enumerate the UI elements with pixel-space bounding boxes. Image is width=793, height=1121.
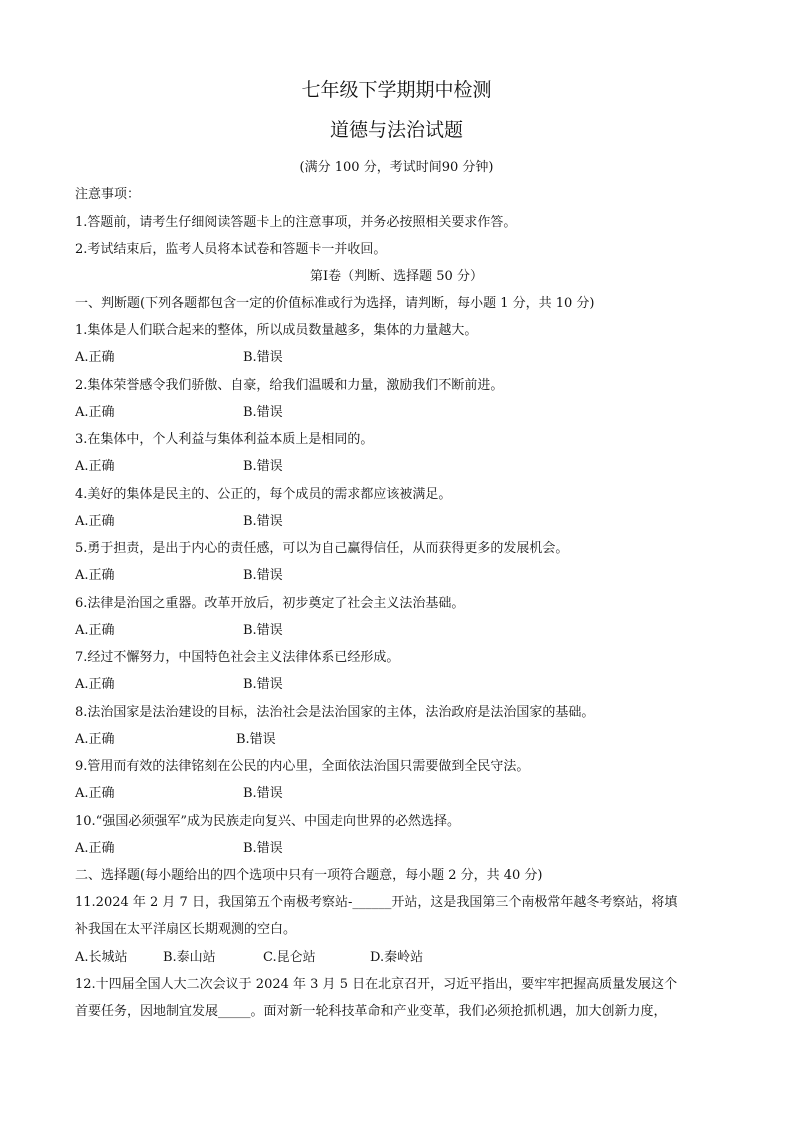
question-12-line-1: 12.十四届全国人大二次会议于 2024 年 3 月 5 日在北京召开，习近平指出，要牢牢把握高质量发展这个 <box>75 977 678 992</box>
question-9-text: 9.管用而有效的法律铭刻在公民的内心里，全面依法治国只需要做到全民守法。 <box>75 759 530 774</box>
question-12-line-2: 首要任务，因地制宜发展_____。面对新一轮科技革命和产业变革，我们必须抢抓机遇，加大创新力度， <box>75 1004 667 1019</box>
question-3-option-a: A.正确 <box>75 459 115 474</box>
score-info: (满分 100 分，考试时间90 分钟) <box>299 160 494 175</box>
question-2-option-a: A.正确 <box>75 405 115 420</box>
question-8-text: 8.法治国家是法治建设的目标，法治社会是法治国家的主体，法治政府是法治国家的基础。 <box>75 705 595 720</box>
question-11-option-b: B.泰山站 <box>163 950 216 965</box>
question-7-option-b: B.错误 <box>243 677 283 692</box>
section-2-heading: 二、选择题(每小题给出的四个选项中只有一项符合题意，每小题 2 分，共 40 分) <box>75 868 543 883</box>
question-5-option-b: B.错误 <box>243 568 283 583</box>
question-2-text: 2.集体荣誉感令我们骄傲、自豪，给我们温暖和力量，激励我们不断前进。 <box>75 378 504 393</box>
question-11-option-c: C.昆仑站 <box>263 950 316 965</box>
question-1-option-b: B.错误 <box>243 350 283 365</box>
question-6-option-a: A.正确 <box>75 623 115 638</box>
question-1-text: 1.集体是人们联合起来的整体，所以成员数量越多，集体的力量越大。 <box>75 323 478 338</box>
question-6-text: 6.法律是治国之重器。改革开放后，初步奠定了社会主义法治基础。 <box>75 596 465 611</box>
question-5-text: 5.勇于担责，是出于内心的责任感，可以为自己赢得信任，从而获得更多的发展机会。 <box>75 541 569 556</box>
question-1-option-a: A.正确 <box>75 350 115 365</box>
question-4-text: 4.美好的集体是民主的、公正的，每个成员的需求都应该被满足。 <box>75 487 452 502</box>
question-6-option-b: B.错误 <box>243 623 283 638</box>
question-8-option-a: A.正确 <box>75 732 115 747</box>
section-1-heading: 一、判断题(下列各题都包含一定的价值标准或行为选择，请判断，每小题 1 分，共 10 分) <box>75 296 595 311</box>
question-10-option-b: B.错误 <box>243 841 283 856</box>
question-9-option-b: B.错误 <box>243 786 283 801</box>
question-7-option-a: A.正确 <box>75 677 115 692</box>
question-11-line-2: 补我国在太平洋扇区长期观测的空白。 <box>75 922 297 937</box>
question-4-option-a: A.正确 <box>75 514 115 529</box>
question-10-option-a: A.正确 <box>75 841 115 856</box>
question-3-text: 3.在集体中，个人利益与集体利益本质上是相同的。 <box>75 432 374 447</box>
notice-heading: 注意事项： <box>75 187 141 202</box>
exam-title: 七年级下学期期中检测 <box>301 79 492 101</box>
question-3-option-b: B.错误 <box>243 459 283 474</box>
notice-item-2: 2.考试结束后，监考人员将本试卷和答题卡一并收回。 <box>75 242 387 257</box>
question-9-option-a: A.正确 <box>75 786 115 801</box>
question-11-line-1: 11.2024 年 2 月 7 日，我国第五个南极考察站-______开站，这是我国第三个南极常年越冬考察站，将填 <box>75 895 678 910</box>
question-5-option-a: A.正确 <box>75 568 115 583</box>
question-7-text: 7.经过不懈努力，中国特色社会主义法律体系已经形成。 <box>75 650 400 665</box>
question-8-option-b: B.错误 <box>236 732 276 747</box>
question-4-option-b: B.错误 <box>243 514 283 529</box>
question-11-option-a: A.长城站 <box>75 950 128 965</box>
notice-item-1: 1.答题前，请考生仔细阅读答题卡上的注意事项，并务必按照相关要求作答。 <box>75 215 517 230</box>
exam-subject-title: 道德与法治试题 <box>329 119 463 141</box>
question-10-text: 10.“强国必须强军”成为民族走向复兴、中国走向世界的必然选择。 <box>75 814 460 829</box>
part-1-heading: 第Ⅰ卷（判断、选择题 50 分） <box>310 269 483 284</box>
question-2-option-b: B.错误 <box>243 405 283 420</box>
question-11-option-d: D.秦岭站 <box>370 950 424 965</box>
